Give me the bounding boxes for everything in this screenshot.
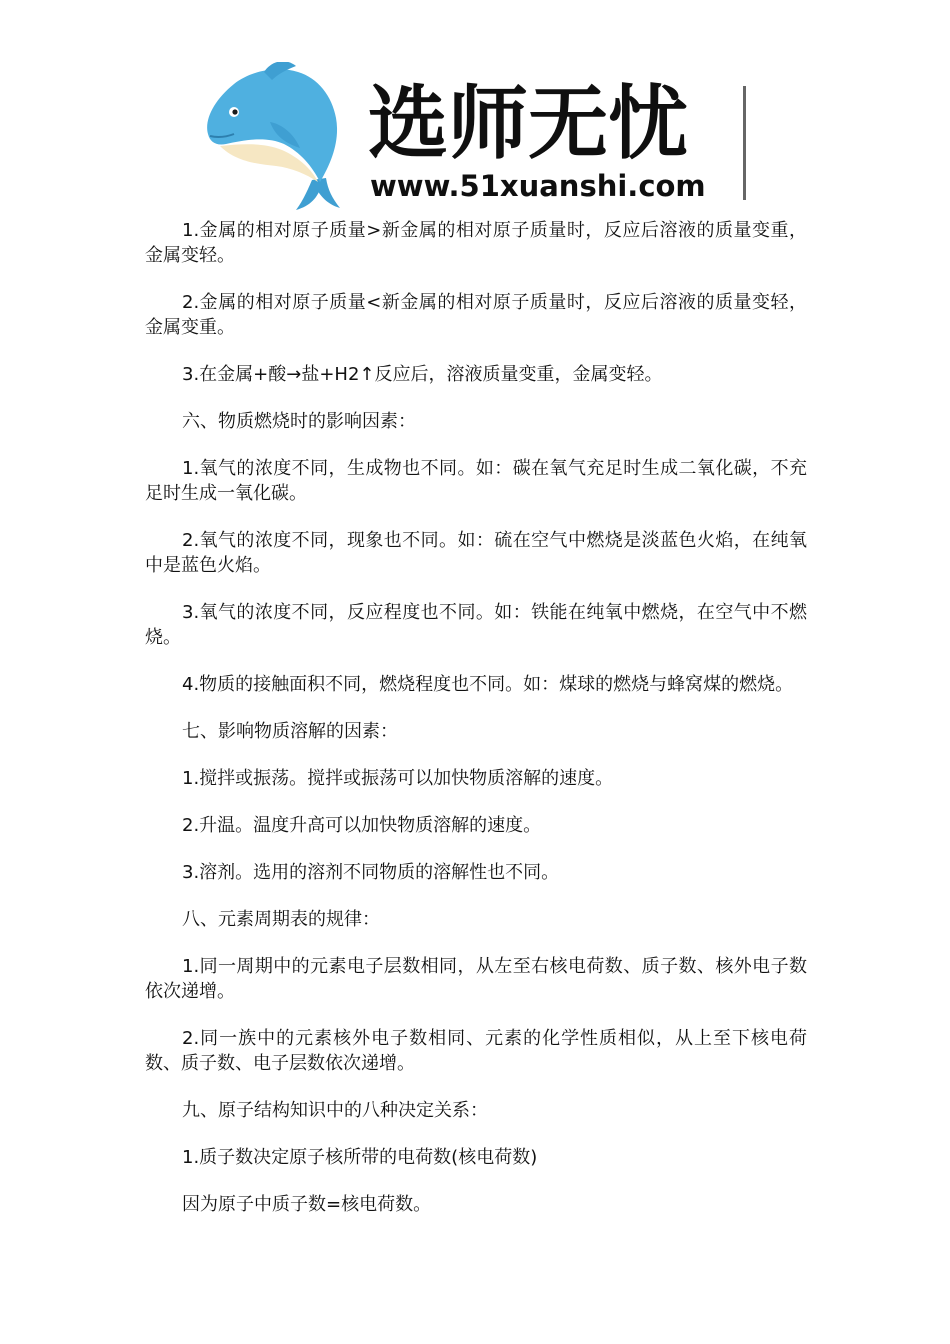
paragraph: 2.升温。温度升高可以加快物质溶解的速度。	[182, 815, 542, 836]
paragraph: 1.质子数决定原子核所带的电荷数(核电荷数)	[182, 1147, 538, 1168]
dolphin-logo-icon	[200, 62, 350, 212]
paragraph: 1.氧气的浓度不同，生成物也不同。如：碳在氧气充足时生成二氧化碳，不充足时生成一氧化碳。	[145, 458, 807, 504]
paragraph: 3.在金属+酸→盐+H2↑反应后，溶液质量变重，金属变轻。	[182, 364, 663, 385]
paragraph: 2.同一族中的元素核外电子数相同、元素的化学性质相似，从上至下核电荷数、质子数、电子层数依次递增。	[145, 1028, 807, 1074]
paragraph: 1.同一周期中的元素电子层数相同，从左至右核电荷数、质子数、核外电子数依次递增。	[145, 956, 807, 1002]
document-body	[145, 218, 807, 1239]
section-heading: 八、元素周期表的规律：	[182, 909, 380, 930]
paragraph: 因为原子中质子数=核电荷数。	[182, 1194, 432, 1215]
paragraph: 3.氧气的浓度不同，反应程度也不同。如：铁能在纯氧中燃烧，在空气中不燃烧。	[145, 602, 807, 648]
paragraph: 1.搅拌或振荡。搅拌或振荡可以加快物质溶解的速度。	[182, 768, 614, 789]
section-heading: 六、物质燃烧时的影响因素：	[182, 411, 416, 432]
paragraph: 4.物质的接触面积不同，燃烧程度也不同。如：煤球的燃烧与蜂窝煤的燃烧。	[182, 674, 794, 695]
brand-url: www.51xuanshi.com	[370, 169, 706, 203]
section-heading: 九、原子结构知识中的八种决定关系：	[182, 1100, 488, 1121]
paragraph: 2.氧气的浓度不同，现象也不同。如：硫在空气中燃烧是淡蓝色火焰，在纯氧中是蓝色火焰。	[145, 530, 807, 576]
paragraph: 2.金属的相对原子质量<新金属的相对原子质量时，反应后溶液的质量变轻，金属变重。	[145, 292, 807, 338]
paragraph: 1.金属的相对原子质量>新金属的相对原子质量时，反应后溶液的质量变重，金属变轻。	[145, 220, 807, 266]
section-heading: 七、影响物质溶解的因素：	[182, 721, 398, 742]
paragraph: 3.溶剂。选用的溶剂不同物质的溶解性也不同。	[182, 862, 560, 883]
site-logo	[200, 62, 760, 212]
logo-divider	[743, 86, 746, 200]
brand-name: 选师无忧	[368, 77, 688, 170]
